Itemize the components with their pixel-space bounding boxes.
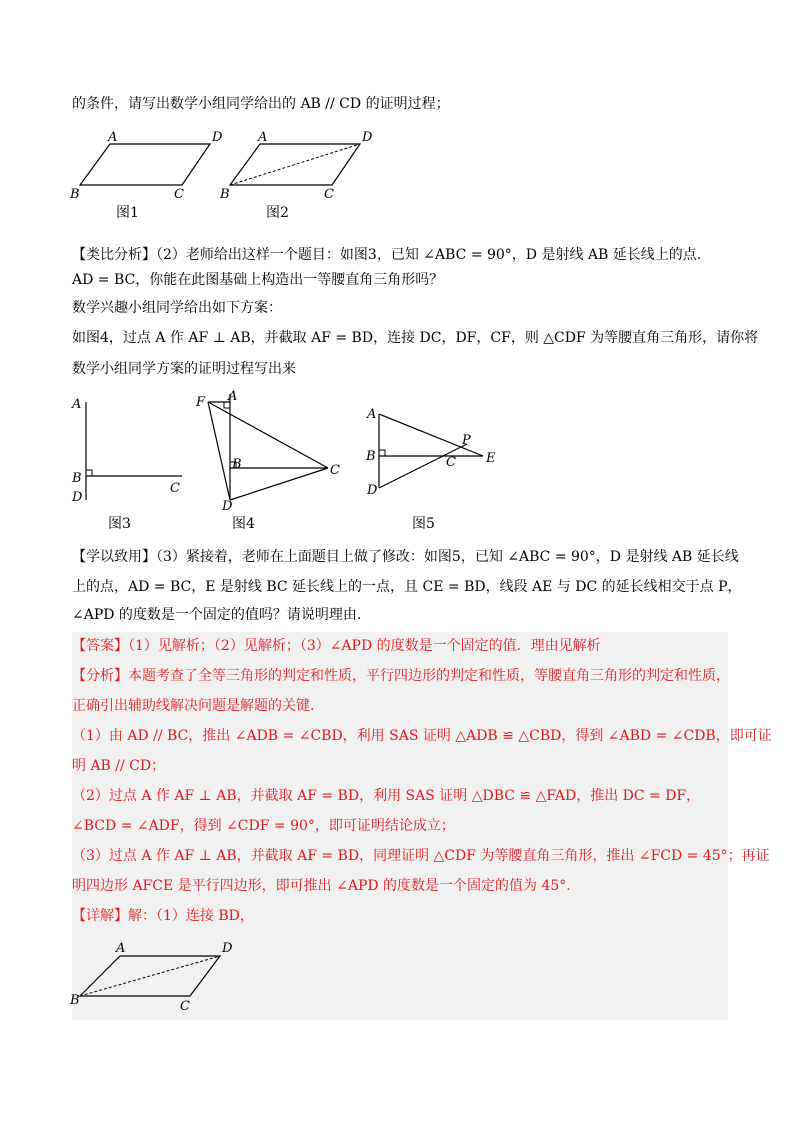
- answer-line: 【答案】（1）见解析；（2）见解析；（3）∠APD 的度数是一个固定的值．理由见解析: [72, 638, 601, 654]
- label-a: A: [72, 397, 82, 412]
- figure-3: [66, 390, 196, 506]
- label-a: A: [108, 130, 118, 145]
- label-a: A: [228, 389, 238, 404]
- analysis-line-6: ∠BCD = ∠ADF，得到 ∠CDF = 90°，即可证明结论成立；: [72, 818, 455, 834]
- label-c: C: [170, 481, 180, 496]
- figure-4-caption: 图4: [232, 516, 255, 532]
- analysis-line-1: 【分析】本题考查了全等三角形的判定和性质，平行四边形的判定和性质，等腰直角三角形的判定和性质，: [72, 668, 730, 684]
- label-d: D: [72, 490, 83, 505]
- label-f: F: [196, 395, 206, 410]
- part2-line-4: 如图4，过点 A 作 AF ⊥ AB，并截取 AF = BD，连接 DC，DF，CF，则 △CDF 为等腰直角三角形，请你将: [72, 330, 759, 346]
- label-a: A: [367, 407, 377, 422]
- label-b: B: [72, 471, 82, 486]
- part3-line-1: 【学以致用】（3）紧接着，老师在上面题目上做了修改：如图5，已知 ∠ABC = 90°，D 是射线 AB 延长线: [72, 549, 739, 565]
- label-d: D: [222, 499, 233, 510]
- label-c: C: [324, 187, 334, 200]
- label-d: D: [222, 941, 233, 956]
- analysis-line-8: 明四边形 AFCE 是平行四边形，即可推出 ∠APD 的度数是一个固定的值为 45°.: [72, 878, 571, 894]
- intro-line: 的条件，请写出数学小组同学给出的 AB // CD 的证明过程；: [72, 96, 450, 112]
- label-c: C: [174, 187, 184, 200]
- answer-figure: [66, 938, 246, 1016]
- analysis-line-4: 明 AB // CD；: [72, 758, 166, 774]
- dashed-diagonal-bd: [230, 144, 360, 185]
- label-c: C: [446, 455, 456, 470]
- figure-5: [362, 400, 502, 502]
- part3-line-3: ∠APD 的度数是一个固定的值吗？请说明理由.: [72, 607, 362, 623]
- label-a: A: [116, 941, 126, 956]
- label-d: D: [212, 130, 223, 145]
- label-d: D: [362, 130, 373, 145]
- label-b: B: [70, 187, 80, 200]
- analysis-line-7: （3）过点 A 作 AF ⊥ AB，并截取 AF = BD，同理证明 △CDF 为等腰直角三角形，推出 ∠FCD = 45°；再证: [72, 848, 770, 864]
- figure-2-caption: 图2: [266, 205, 289, 221]
- parallelogram-abcd: [80, 144, 210, 185]
- label-a: A: [258, 130, 268, 145]
- detail-line-1: 【详解】解：（1）连接 BD，: [72, 908, 254, 924]
- label-d: D: [367, 483, 378, 498]
- figure-1: [66, 128, 236, 200]
- figure-1-caption: 图1: [116, 205, 139, 221]
- part3-line-2: 上的点，AD = BC，E 是射线 BC 延长线上的一点，且 CE = BD，线段 AE 与 DC 的延长线相交于点 P，: [72, 579, 742, 595]
- figure-4: [190, 388, 350, 510]
- label-b: B: [232, 457, 242, 472]
- analysis-line-2: 正确引出辅助线解决问题是解题的关键.: [72, 698, 315, 714]
- label-c: C: [180, 999, 190, 1014]
- label-p: P: [462, 433, 471, 448]
- part2-line-1: 【类比分析】（2）老师给出这样一个题目：如图3，已知 ∠ABC = 90°，D 是射线 AB 延长线上的点.: [72, 247, 702, 263]
- analysis-line-5: （2）过点 A 作 AF ⊥ AB，并截取 AF = BD，利用 SAS 证明 △DBC ≌ △FAD，推出 DC = DF，: [72, 788, 701, 804]
- part2-line-2: AD = BC，你能在此图基础上构造出一等腰直角三角形吗？: [72, 272, 444, 288]
- figure-3-caption: 图3: [108, 516, 131, 532]
- part2-line-3: 数学兴趣小组同学给出如下方案：: [72, 300, 282, 316]
- analysis-line-3: （1）由 AD // BC，推出 ∠ADB = ∠CBD，利用 SAS 证明 △ADB ≌ △CBD，得到 ∠ABD = ∠CDB，即可证: [72, 728, 772, 744]
- label-b: B: [70, 993, 80, 1008]
- figure-5-caption: 图5: [412, 516, 435, 532]
- label-e: E: [486, 451, 496, 466]
- label-b: B: [366, 449, 376, 464]
- dashed-diagonal-bd: [80, 956, 220, 996]
- figure-2: [216, 128, 386, 200]
- part2-line-5: 数学小组同学方案的证明过程写出来: [72, 361, 296, 377]
- label-b: B: [220, 187, 230, 200]
- label-c: C: [330, 463, 340, 478]
